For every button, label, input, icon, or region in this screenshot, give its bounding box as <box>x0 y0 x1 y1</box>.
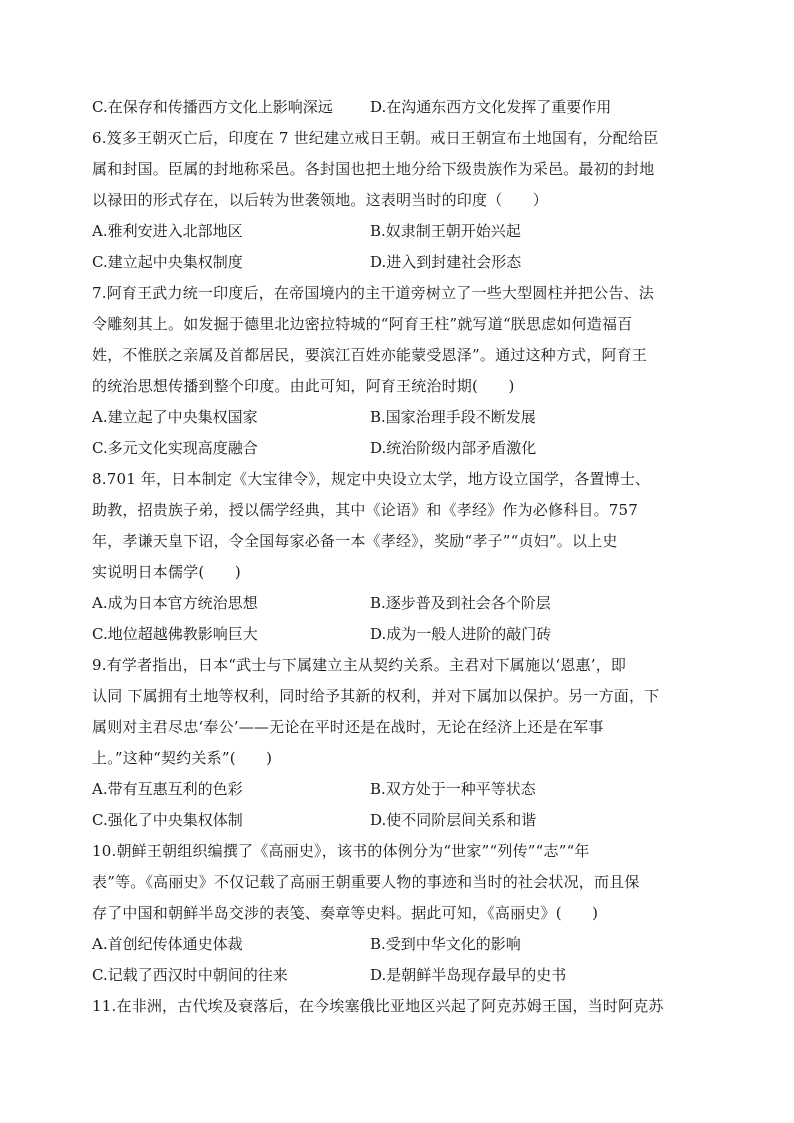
question-stem-line: 认同 下属拥有土地等权利，同时给予其新的权利，并对下属加以保护。另一方面，下 <box>92 687 660 705</box>
question-stem-start: 8.701 年，日本制定《大宝律令》，规定中央设立太学，地方设立国学，各置博士、 <box>92 470 651 488</box>
answer-option[interactable]: A.雅利安进入北部地区 <box>92 222 243 240</box>
question-block <box>92 464 710 650</box>
answer-option[interactable]: A.带有互惠互利的色彩 <box>92 780 243 798</box>
answer-option[interactable]: C.记载了西汉时中朝间的往来 <box>92 966 288 984</box>
question-stem-start: 7.阿育王武力统一印度后，在帝国境内的主干道旁树立了一些大型圆柱并把公告、法 <box>92 284 654 302</box>
option-row <box>92 929 710 960</box>
question-block <box>92 650 710 836</box>
option-c: C.在保存和传播西方文化上影响深远 <box>92 98 333 116</box>
answer-option[interactable]: A.成为日本官方统治思想 <box>92 594 258 612</box>
answer-option[interactable]: D.使不同阶层间关系和谐 <box>370 811 537 829</box>
question-stem-line: 表”等。《高丽史》不仅记载了高丽王朝重要人物的事迹和当时的社会状况，而且保 <box>92 873 640 891</box>
question-stem-start: 11.在非洲，古代埃及衰落后，在今埃塞俄比亚地区兴起了阿克苏姆王国，当时阿克苏 <box>92 997 664 1015</box>
question-stem-line: 实说明日本儒学( ) <box>92 563 241 581</box>
answer-option[interactable]: A.首创纪传体通史体裁 <box>92 935 243 953</box>
answer-option[interactable]: B.奴隶制王朝开始兴起 <box>370 222 521 240</box>
option-d: D.在沟通东西方文化发挥了重要作用 <box>370 98 612 116</box>
question-block <box>92 278 710 464</box>
question-stem-start: 9.有学者指出，日本“武士与下属建立主从契约关系。主君对下属施以‘恩惠’，即 <box>92 656 627 674</box>
question-block <box>92 836 710 991</box>
question-stem-start: 10.朝鲜王朝组织编撰了《高丽史》，该书的体例分为“世家”“列传”“志”“年 <box>92 842 590 860</box>
option-row <box>92 402 710 433</box>
question-stem-line: 以禄田的形式存在，以后转为世袭领地。这表明当时的印度（ ） <box>92 191 549 209</box>
option-row <box>92 433 710 464</box>
answer-option[interactable]: B.受到中华文化的影响 <box>370 935 521 953</box>
answer-option[interactable]: D.进入到封建社会形态 <box>370 253 522 271</box>
option-row <box>92 588 710 619</box>
question-list <box>92 123 710 1022</box>
answer-option[interactable]: C.强化了中央集权体制 <box>92 811 243 829</box>
question-stem-line: 的统治思想传播到整个印度。由此可知，阿育王统治时期( ) <box>92 377 515 395</box>
question-stem-line: 属则对主君尽忠‘奉公’——无论在平时还是在战时，无论在经济上还是在军事 <box>92 718 604 736</box>
option-row <box>92 960 710 991</box>
option-row <box>92 805 710 836</box>
question-stem-line: 令雕刻其上。如发掘于德里北边密拉特城的“阿育王柱”就写道“朕思虑如何造福百 <box>92 315 633 333</box>
answer-option[interactable]: D.成为一般人进阶的敲门砖 <box>370 625 552 643</box>
question-stem-line: 属和封国。臣属的封地称采邑。各封国也把土地分给下级贵族作为采邑。最初的封地 <box>92 160 655 178</box>
answer-option[interactable]: A.建立起了中央集权国家 <box>92 408 258 426</box>
answer-option[interactable]: C.多元文化实现高度融合 <box>92 439 258 457</box>
exam-page <box>92 92 710 1022</box>
answer-option[interactable]: B.双方处于一种平等状态 <box>370 780 536 798</box>
question-stem-line: 助教，招贵族子弟，授以儒学经典，其中《论语》和《孝经》作为必修科目。757 <box>92 501 639 519</box>
answer-option[interactable]: C.地位超越佛教影响巨大 <box>92 625 258 643</box>
question-stem-line: 上。”这种“契约关系”( ) <box>92 749 273 767</box>
answer-option[interactable]: B.逐步普及到社会各个阶层 <box>370 594 551 612</box>
answer-option[interactable]: B.国家治理手段不断发展 <box>370 408 536 426</box>
option-row <box>92 92 710 123</box>
question-stem-start: 6.笈多王朝灭亡后，印度在 7 世纪建立戒日王朝。戒日王朝宣布土地国有，分配给臣 <box>92 129 659 147</box>
option-row <box>92 216 710 247</box>
question-block <box>92 991 710 1022</box>
answer-option[interactable]: D.统治阶级内部矛盾激化 <box>370 439 537 457</box>
question-block <box>92 123 710 278</box>
option-row <box>92 774 710 805</box>
answer-option[interactable]: C.建立起中央集权制度 <box>92 253 243 271</box>
question-stem-line: 姓，不惟朕之亲属及首都居民，要滨江百姓亦能蒙受恩泽”。通过这种方式，阿育王 <box>92 346 648 364</box>
option-row <box>92 247 710 278</box>
answer-option[interactable]: D.是朝鲜半岛现存最早的史书 <box>370 966 567 984</box>
option-row <box>92 619 710 650</box>
question-stem-line: 年，孝谦天皇下诏，令全国每家必备一本《孝经》，奖励“孝子”“贞妇”。以上史 <box>92 532 618 550</box>
question-stem-line: 存了中国和朝鲜半岛交涉的表笺、奏章等史料。据此可知，《高丽史》( ) <box>92 904 599 922</box>
